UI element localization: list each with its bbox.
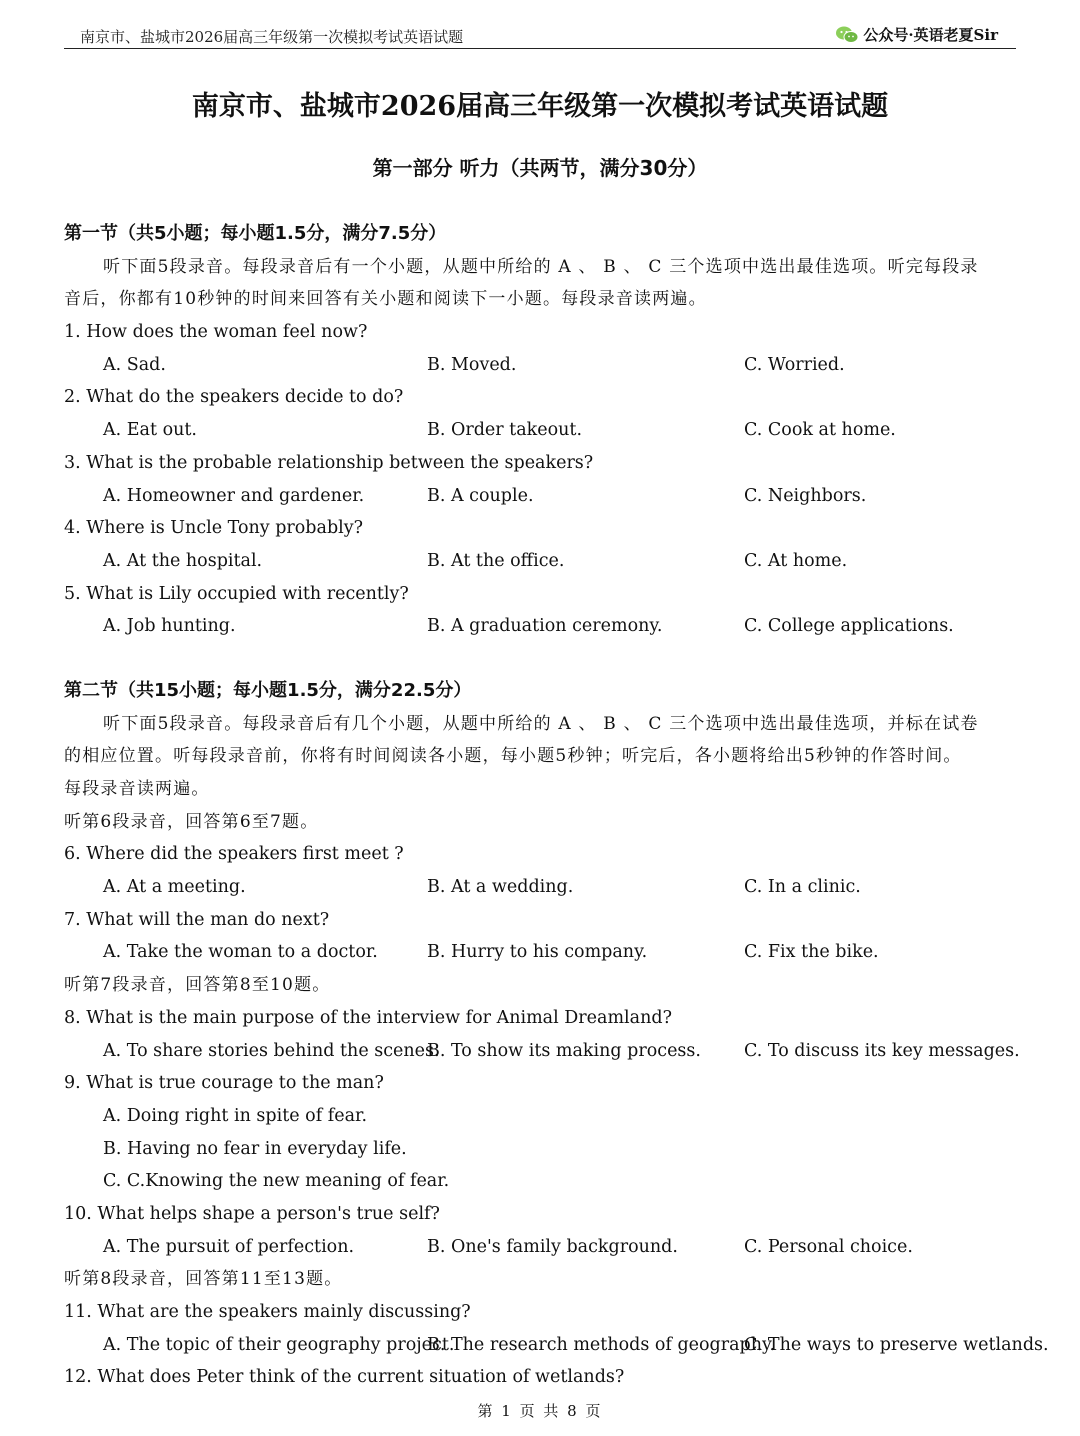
section-gap — [64, 643, 1016, 675]
option-b: B. A couple. — [427, 485, 534, 506]
option-c: C. Cook at home. — [744, 420, 896, 441]
option-c: C. Personal choice. — [744, 1236, 913, 1257]
option-b: B. Hurry to his company. — [427, 942, 648, 963]
option-a: A. Sad. — [103, 354, 166, 375]
option-c: C. Fix the bike. — [744, 942, 879, 963]
question-6: 6. Where did the speakers first meet ? — [64, 844, 404, 865]
section2-heading: 第二节（共15小题；每小题1.5分，满分22.5分） — [64, 679, 472, 701]
question-3: 3. What is the probable relationship between the speakers? — [64, 452, 594, 473]
option-a: A. At the hospital. — [103, 550, 263, 571]
option-a: A. The topic of their geography project. — [103, 1334, 455, 1355]
question-7: 7. What will the man do next? — [64, 909, 330, 930]
question-2: 2. What do the speakers decide to do? — [64, 387, 404, 408]
section1-instructions-2: 音后，你都有10秒钟的时间来回答有关小题和阅读下一小题。每段录音读两遍。 — [64, 289, 707, 310]
option-a: A. Homeowner and gardener. — [103, 485, 365, 506]
option-b: B. At a wedding. — [427, 877, 574, 898]
header-account — [835, 24, 998, 45]
recording-7-note: 听第7段录音，回答第8至10题。 — [64, 975, 331, 996]
options-11 — [64, 1329, 1049, 1362]
question-8: 8. What is the main purpose of the interview for Animal Dreamland? — [64, 1007, 672, 1028]
header-title: 南京市、盐城市2026届高三年级第一次模拟考试英语试题 — [80, 28, 464, 46]
option-a: A. Take the woman to a doctor. — [103, 942, 378, 963]
option-c: C. At home. — [744, 550, 848, 571]
question-12: 12. What does Peter think of the current situation of wetlands? — [64, 1367, 625, 1388]
option-b: B. At the office. — [427, 550, 565, 571]
header-account-name: 公众号·英语老夏Sir — [863, 26, 998, 44]
section2-instructions-3: 每段录音读两遍。 — [64, 779, 210, 799]
options-1 — [64, 349, 1016, 382]
section2-instructions-2: 的相应位置。听每段录音前，你将有时间阅读各小题，每小题5秒钟；听完后，各小题将给出5秒钟的作答时间。 — [64, 746, 962, 767]
option-c: C. Neighbors. — [744, 485, 867, 506]
exam-content — [64, 218, 1049, 1394]
question-11: 11. What are the speakers mainly discussing? — [64, 1302, 471, 1322]
recording-8-note: 听第8段录音，回答第11至13题。 — [64, 1269, 343, 1290]
question-1: 1. How does the woman feel now? — [64, 322, 368, 343]
option-c: C. To discuss its key messages. — [744, 1040, 1020, 1061]
option-c: C. The ways to preserve wetlands. — [744, 1334, 1049, 1355]
option-b: B. Having no fear in everyday life. — [103, 1138, 407, 1159]
option-b: B. The research methods of geography. — [427, 1334, 776, 1355]
options-3 — [64, 480, 1016, 513]
options-6 — [64, 871, 1016, 904]
question-9: 9. What is true courage to the man? — [64, 1073, 384, 1094]
question-5: 5. What is Lily occupied with recently? — [64, 583, 409, 604]
part-title: 第一部分 听力（共两节，满分30分） — [372, 156, 708, 180]
options-2 — [64, 414, 1016, 447]
option-c: C. In a clinic. — [744, 877, 861, 898]
option-b: B. Order takeout. — [427, 420, 583, 441]
option-b: B. To show its making process. — [427, 1040, 701, 1061]
section1-heading: 第一节（共5小题；每小题1.5分，满分7.5分） — [64, 223, 447, 244]
option-a: A. The pursuit of perfection. — [103, 1236, 355, 1257]
option-c: C. Worried. — [744, 354, 845, 375]
page-number: 第 1 页 共 8 页 — [477, 1402, 603, 1420]
options-5 — [64, 610, 1016, 643]
recording-6-note: 听第6段录音，回答第6至7题。 — [64, 811, 319, 832]
option-a: A. At a meeting. — [103, 877, 246, 898]
option-c: C. College applications. — [744, 616, 954, 637]
section2-instructions-1: 听下面5段录音。每段录音后有几个小题，从题中所给的 A 、 B 、 C 三个选项中选出最佳选项，并标在试卷 — [103, 713, 979, 734]
option-b: B. Moved. — [427, 354, 517, 375]
options-10 — [64, 1231, 1016, 1264]
question-4: 4. Where is Uncle Tony probably? — [64, 518, 364, 539]
option-b: B. One's family background. — [427, 1236, 678, 1257]
exam-title: 南京市、盐城市2026届高三年级第一次模拟考试英语试题 — [191, 91, 889, 122]
options-7 — [64, 936, 1016, 969]
option-a: A. To share stories behind the scenes. — [103, 1040, 440, 1061]
page-header — [64, 20, 1016, 49]
option-a: A. Job hunting. — [103, 616, 236, 637]
options-4 — [64, 545, 1016, 578]
option-b: B. A graduation ceremony. — [427, 616, 663, 637]
question-10: 10. What helps shape a person's true self? — [64, 1203, 440, 1224]
option-a: A. Eat out. — [103, 420, 197, 441]
section1-instructions-1: 听下面5段录音。每段录音后有一个小题，从题中所给的 A 、 B 、 C 三个选项中选出最佳选项。听完每段录 — [103, 256, 979, 277]
options-8 — [64, 1035, 1020, 1068]
option-c: C. C.Knowing the new meaning of fear. — [103, 1171, 450, 1192]
option-a: A. Doing right in spite of fear. — [103, 1105, 368, 1126]
wechat-icon — [835, 25, 859, 45]
